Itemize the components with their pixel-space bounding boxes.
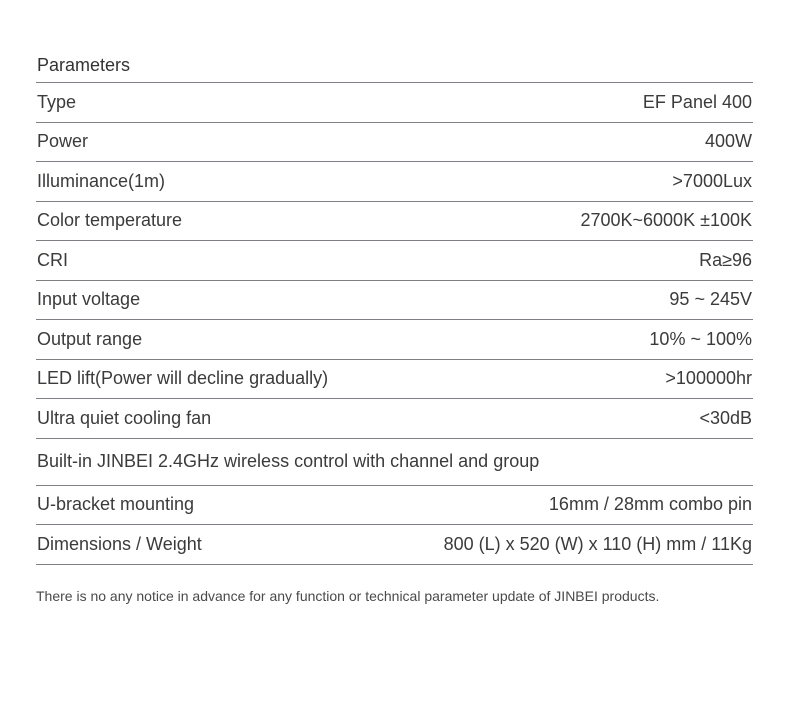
row-label: Built-in JINBEI 2.4GHz wireless control with channel and group <box>37 451 540 471</box>
table-row-type <box>36 83 753 123</box>
table-row-wireless-control <box>36 439 753 486</box>
row-label: CRI <box>37 249 68 270</box>
row-value: 95 ~ 245V <box>669 289 752 310</box>
table-row-input-voltage <box>36 281 753 321</box>
parameters-table <box>36 48 753 565</box>
row-value: 16mm / 28mm combo pin <box>548 494 752 515</box>
row-label: U-bracket mounting <box>37 494 195 515</box>
row-label: Type <box>37 91 77 112</box>
row-value: Ra≥96 <box>699 249 752 270</box>
row-value: 2700K~6000K ±100K <box>580 210 752 231</box>
table-row-cri <box>36 241 753 281</box>
row-label: Dimensions / Weight <box>37 533 202 554</box>
table-row-cooling-fan <box>36 399 753 439</box>
table-row-led-life <box>36 360 753 400</box>
table-row-power <box>36 123 753 163</box>
row-value: >7000Lux <box>672 170 752 191</box>
row-value: 800 (L) x 520 (W) x 110 (H) mm / 11Kg <box>443 533 752 554</box>
table-row-color-temperature <box>36 202 753 242</box>
row-value: 400W <box>704 131 752 152</box>
row-value: <30dB <box>699 407 752 428</box>
row-label: Ultra quiet cooling fan <box>37 407 212 428</box>
table-row-dimensions-weight <box>36 525 753 565</box>
row-value: >100000hr <box>665 368 752 389</box>
table-row-mounting <box>36 486 753 526</box>
table-row-output-range <box>36 320 753 360</box>
row-label: Illuminance(1m) <box>37 170 166 191</box>
disclaimer-notice: There is no any notice in advance for any function or technical parameter update of JINBEI products. <box>36 588 660 604</box>
row-label: Output range <box>37 328 143 349</box>
row-label: Power <box>37 131 89 152</box>
row-label: Input voltage <box>37 289 141 310</box>
row-value: 10% ~ 100% <box>649 328 752 349</box>
row-label: LED lift(Power will decline gradually) <box>37 368 329 389</box>
table-heading: Parameters <box>36 48 753 83</box>
row-value: EF Panel 400 <box>642 91 752 112</box>
table-row-illuminance <box>36 162 753 202</box>
row-label: Color temperature <box>37 210 183 231</box>
